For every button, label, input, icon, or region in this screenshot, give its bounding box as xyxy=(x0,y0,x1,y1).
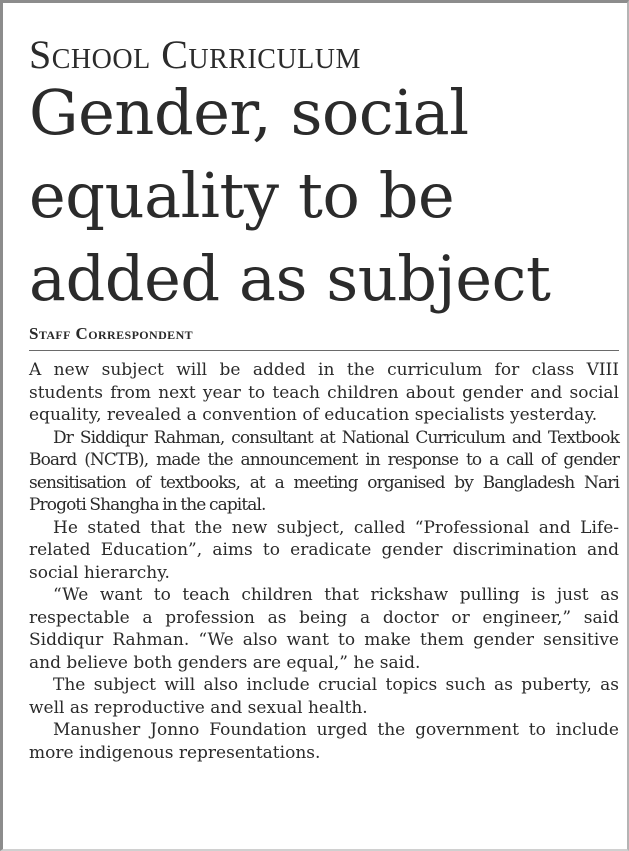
article-body xyxy=(29,359,619,764)
paragraph: “We want to teach children that rickshaw pulling is just as respectable a profession as being a doctor or engineer,” said Siddiqur Rahman. “We also want to make them gender sensitive and believe both genders are equal,” he said. xyxy=(29,585,619,673)
paragraph: A new subject will be added in the curriculum for class VIII students from next year to teach children about gender and social equality, revealed a convention of education specialists yesterday. xyxy=(29,360,619,425)
article xyxy=(29,33,619,764)
paragraph: He stated that the new subject, called “Professional and Life-related Education”, aims to eradicate gender discrimination and social hierarchy. xyxy=(29,517,619,583)
paragraph: The subject will also include crucial topics such as puberty, as well as reproductive and sexual health. xyxy=(29,675,619,718)
paragraph: Manusher Jonno Foundation urged the government to include more indigenous representations. xyxy=(29,720,619,763)
headline: Gender, social equality to be added as subject xyxy=(29,76,551,315)
section-kicker: School Curriculum xyxy=(29,32,361,77)
paragraph: Dr Siddiqur Rahman, consultant at National Curriculum and Textbook Board (NCTB), made the announcement in response to a call of gender sensitisation of textbooks, at a meeting organised by Bangladesh Nari Progoti Shangha in the capital. xyxy=(29,427,619,515)
byline: Staff Correspondent xyxy=(29,324,619,351)
